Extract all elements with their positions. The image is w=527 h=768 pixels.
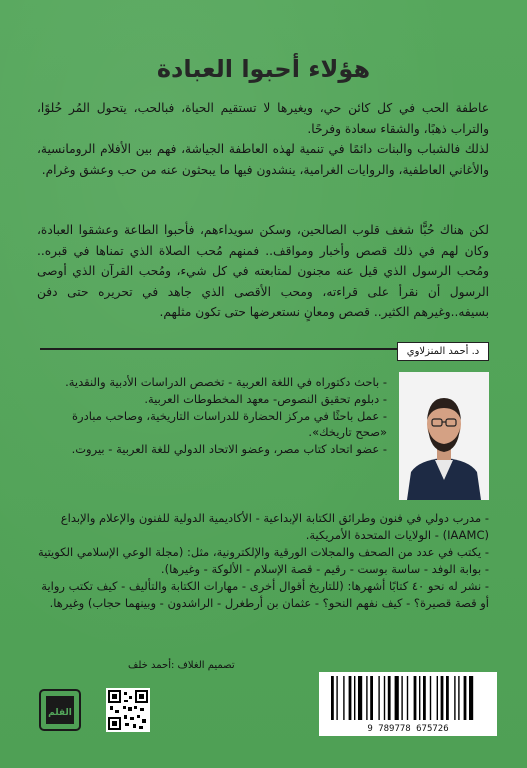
svg-text:القلم: القلم xyxy=(48,708,72,718)
author-bio-bottom xyxy=(37,510,489,612)
author-bio-top xyxy=(37,374,387,458)
isbn-number: 9 789778 675726 xyxy=(367,724,449,734)
author-photo xyxy=(399,372,489,500)
bio-item: - باحث دكتوراه في اللغة العربية - تخصص الدراسات الأدبية والنقدية. xyxy=(65,375,387,389)
bio-item: - مدرب دولي في فنون وطرائق الكتابة الإبداعية - الأكاديمية الدولية للفنون والإعلام والإبداع (IAAMC) - الولايات المتحدة الأمريكية. xyxy=(60,511,489,542)
section-divider xyxy=(40,348,428,350)
qr-code xyxy=(106,688,150,732)
intro-paragraph-2: لذلك فالشباب والبنات دائمًا في تنمية لهذه العاطفة الجياشة، فهم بين الأفلام الرومانسية، والأغاني العاطفية، والروايات الغرامية، ينشدون فيها ما يبحثون عنه من حب وعشق وغرام. xyxy=(37,142,489,177)
publisher-logo xyxy=(38,688,82,732)
bio-item: - عمل باحثًا في مركز الحضارة للدراسات التاريخية، وصاحب مبادرة «صحح تاريخك». xyxy=(72,409,387,439)
intro-paragraph-1: عاطفة الحب في كل كائن حي، ويغيرها لا تستقيم الحياة، فبالحب، يتحول المُر حُلوًا، والتراب ذهبًا، والشقاء سعادة وفرحًا. xyxy=(37,101,489,136)
bio-item: - نشر له نحو ٤٠ كتابًا أشهرها: (للتاريخ أقوال أخرى - مهارات الكتابة والتأليف - كيف تكتب رواية أو قصة قصيرة؟ - كيف نفهم النحو؟ - عثمان بن أرطغرل - الراشدون - وبينهما حجاب) وغيرها. xyxy=(41,579,489,610)
author-name-label: د. أحمد المنزلاوي xyxy=(397,342,489,361)
isbn-barcode xyxy=(319,672,497,736)
book-title: هؤلاء أحبوا العبادة xyxy=(156,55,371,83)
bio-item: - يكتب في عدد من الصحف والمجلات الورقية والإلكترونية، مثل: (مجلة الوعي الإسلامي الكويتية - بوابة الوفد - ساسة بوست - رقيم - قصة الإسلام - الألوكة - وغيرها). xyxy=(37,545,489,576)
intro-paragraph-3: لكن هناك حُبًّا شغف قلوب الصالحين، وسكن سويداءهم، فأحبوا الطاعة وعشقوا العبادة، وكان لهم في ذلك قصص وأخبار ومواقف.. فمنهم مُحب الصلاة الذي تمناها في قبره.. ومُحب الرسول الذي قيل عنه مجنون لمتابعته في كل شيء، ومُحب القرآن الذي أوصى الرسول أن نقرأ على قراءته، ومحب الأقصى الذي جاهد في تحريره حتى دفن بسيفه..وغيرهم الكثير.. قصص ومعانٍ نستعرضها حتى تكون مثلهم. xyxy=(37,223,489,319)
cover-designer-credit: تصميم الغلاف :أحمد خلف xyxy=(128,660,235,671)
bio-item: - دبلوم تحقيق النصوص- معهد المخطوطات العربية. xyxy=(144,392,387,406)
bio-item: - عضو اتحاد كتاب مصر، وعضو الاتحاد الدولي للغة العربية - بيروت. xyxy=(71,442,387,456)
